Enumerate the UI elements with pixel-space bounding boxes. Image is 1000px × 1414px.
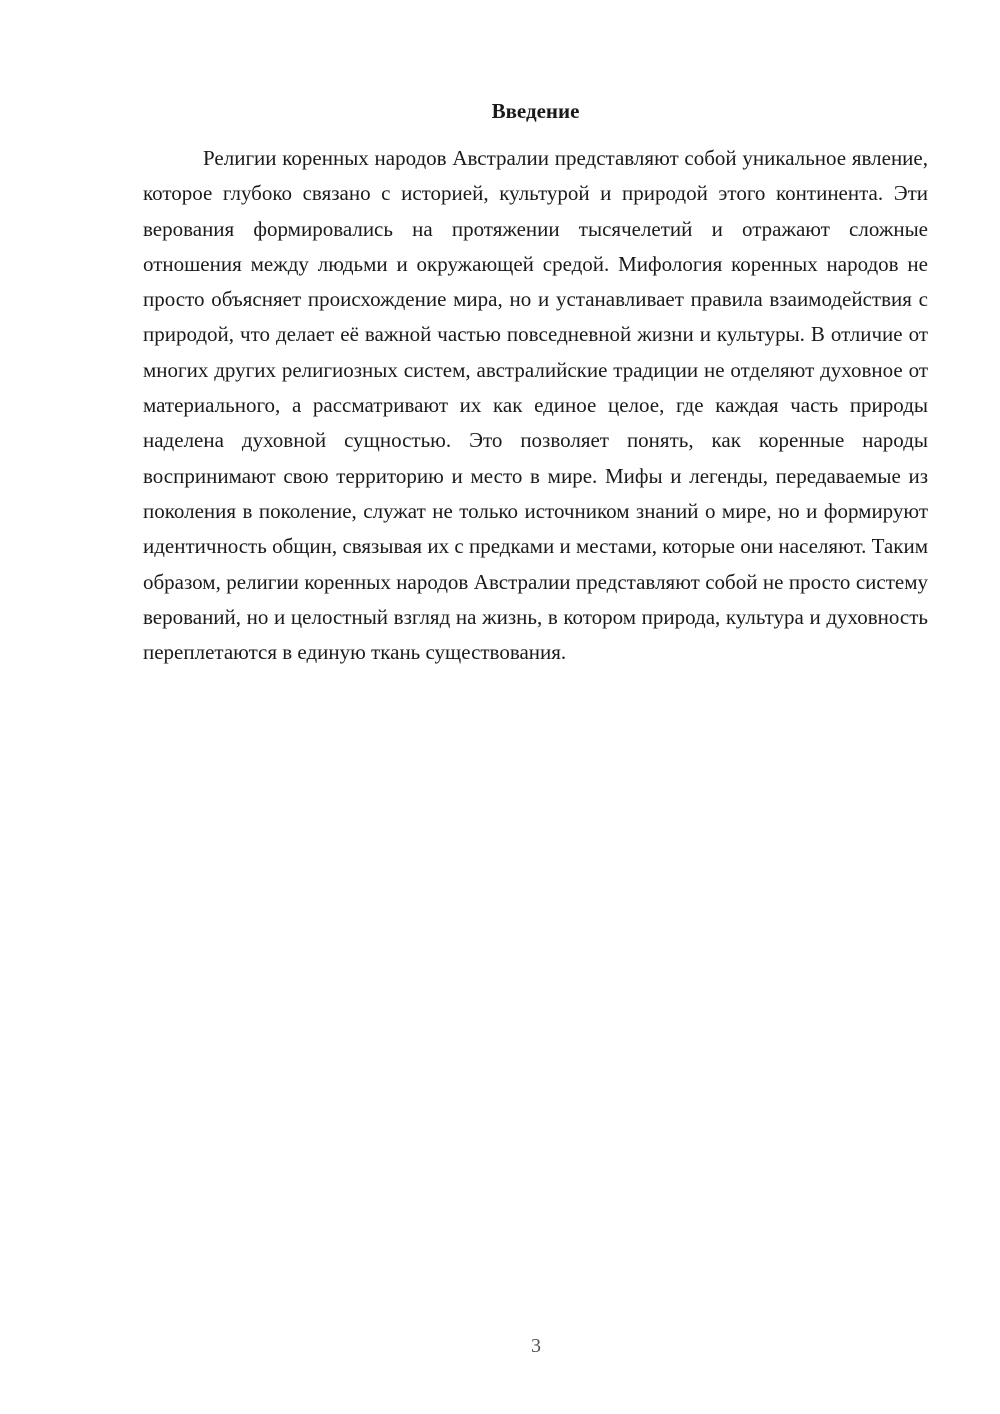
body-paragraph: Религии коренных народов Австралии представляют собой уникальное явление, которое глубоко связано с историей, культурой и природой этого континента. Эти верования формировались на протяжении тысячелетий и отражают сложные отношения между людьми и окружающей средой. Мифология коренных народов не просто объясняет происхождение мира, но и устанавливает правила взаимодействия с природой, что делает её важной частью повседневной жизни и культуры. В отличие от многих других религиозных систем, австралийские традиции не отделяют духовное от материального, а рассматривают их как единое целое, где каждая часть природы наделена духовной сущностью. Это позволяет понять, как коренные народы воспринимают свою территорию и место в мире. Мифы и легенды, передаваемые из поколения в поколение, служат не только источником знаний о мире, но и формируют идентичность общин, связывая их с предками и местами, которые они населяют. Таким образом, религии коренных народов Австралии представляют собой не просто систему верований, но и целостный взгляд на жизнь, в котором природа, культура и духовность переплетаются в единую ткань существования. [143,146,928,665]
section-heading: Введение [491,99,580,123]
document-body [143,94,928,670]
page-number: 3 [531,1335,541,1357]
